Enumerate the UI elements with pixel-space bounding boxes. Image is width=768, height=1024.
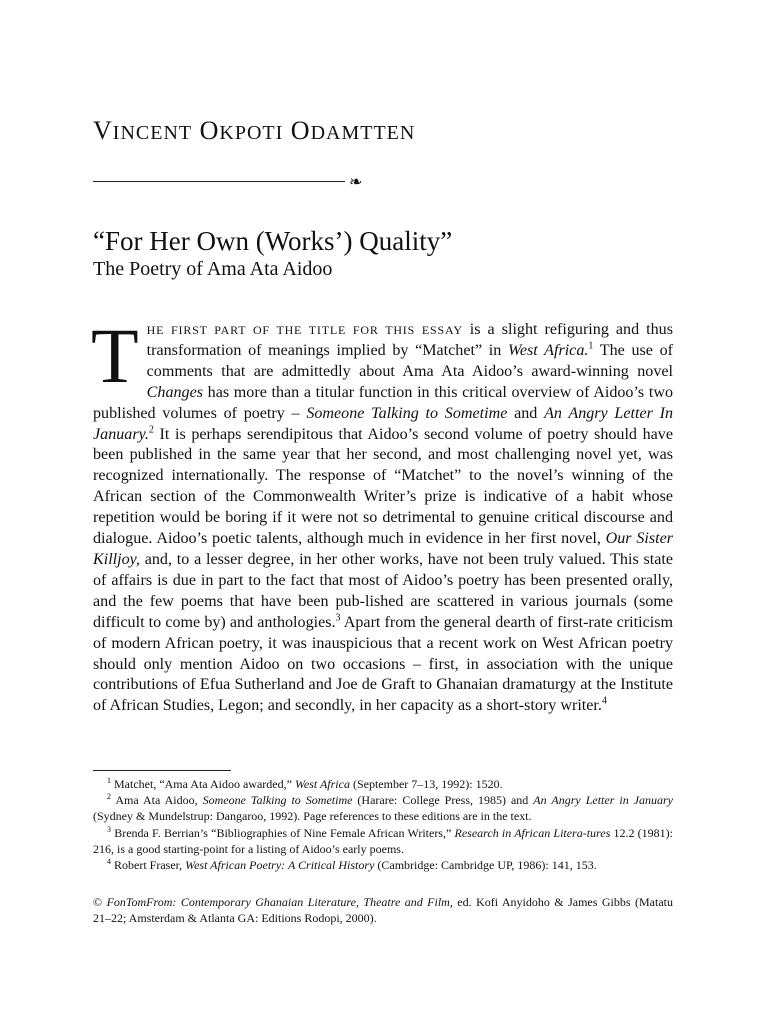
footnote-ref: 4	[601, 695, 607, 707]
footnote-ref: 1	[588, 340, 594, 352]
body-text: THE FIRST PART OF THE TITLE FOR THIS ESSAY is a slight refiguring and thus transformation of meanings implied by “Matchet” in West Africa.$^1$ The use of comments that are admittedly about Ama Ata Aidoo’s award-winning novel Changes has more than a titular function in this critical overview of Aidoo’s two published volumes of poetry – Someone Talking to Sometime and An Angry Letter In January.$^2$ It is perhaps serendipitous that Aidoo’s second volume of poetry should have been published in the same year that her second, and most challenging novel yet, was recognized internationally. The response of “Matchet” to the novel’s winning of the African section of the Commonwealth Writer’s prize is indicative of a habit whose repetition would be boring if it were not so detrimental to genuine critical discourse and dialogue. Aidoo’s poetic talents, although much in evidence in her first novel, Our Sister Killjoy, and, to a lesser degree, in her other works, have not been truly valued. This state of affairs is due in part to the fact that most of Aidoo’s poetry has been presented orally, and the few poems that have been pub-lished are scattered in various journals (some difficult to come by) and anthologies.$^3$ Apart from the general dearth of first-rate criticism of modern African poetry, it was inauspicious that a recent work on West African poetry should only mention Aidoo on two occasions – first, in association with the unique contributions of Efua Sutherland and Joe de Graft to Ghanaian dramaturgy at the Institute of African Studies, Legon; and secondly, in her capacity as a short-story writer.$^4$	[91, 312, 673, 715]
title-rule	[93, 181, 345, 182]
footnote: $^4$ Robert Fraser, West African Poetry: A Critical History (Cambridge: Cambridge UP, 1986): 141, 153.	[107, 857, 597, 873]
author-name: VINCENT OKPOTI ODAMTTEN	[93, 116, 416, 145]
footnote: $^2$ Ama Ata Aidoo, Someone Talking to Sometime (Harare: College Press, 1985) and An Angry Letter in January (Sydney & Mundelstrup: Dangaroo, 1992). Page references to these editions are in the text.	[93, 792, 673, 824]
essay-subtitle: The Poetry of Ama Ata Aidoo	[93, 258, 333, 280]
footnote-ref: 3	[335, 612, 341, 624]
footnotes	[93, 776, 673, 873]
footnote-ref: 2	[148, 424, 154, 436]
drop-cap: T	[91, 312, 139, 399]
copyright-notice: © FonTomFrom: Contemporary Ghanaian Literature, Theatre and Film, ed. Kofi Anyidoho & James Gibbs (Matatu 21–22; Amsterdam & Atlanta GA: Editions Rodopi, 2000).	[93, 895, 673, 926]
footnote: $^1$ Matchet, “Ama Ata Aidoo awarded,” West Africa (September 7–13, 1992): 1520.	[107, 776, 503, 791]
footnote: $^3$ Brenda F. Berrian’s “Bibliographies of Nine Female African Writers,” Research in African Litera-tures 12.2 (1981): 216, is a good starting-point for a listing of Aidoo’s early poems.	[93, 824, 673, 856]
essay-title: “For Her Own (Works’) Quality”	[93, 226, 453, 256]
footnote-rule	[93, 770, 231, 771]
ornament-icon: ❧	[349, 174, 363, 191]
